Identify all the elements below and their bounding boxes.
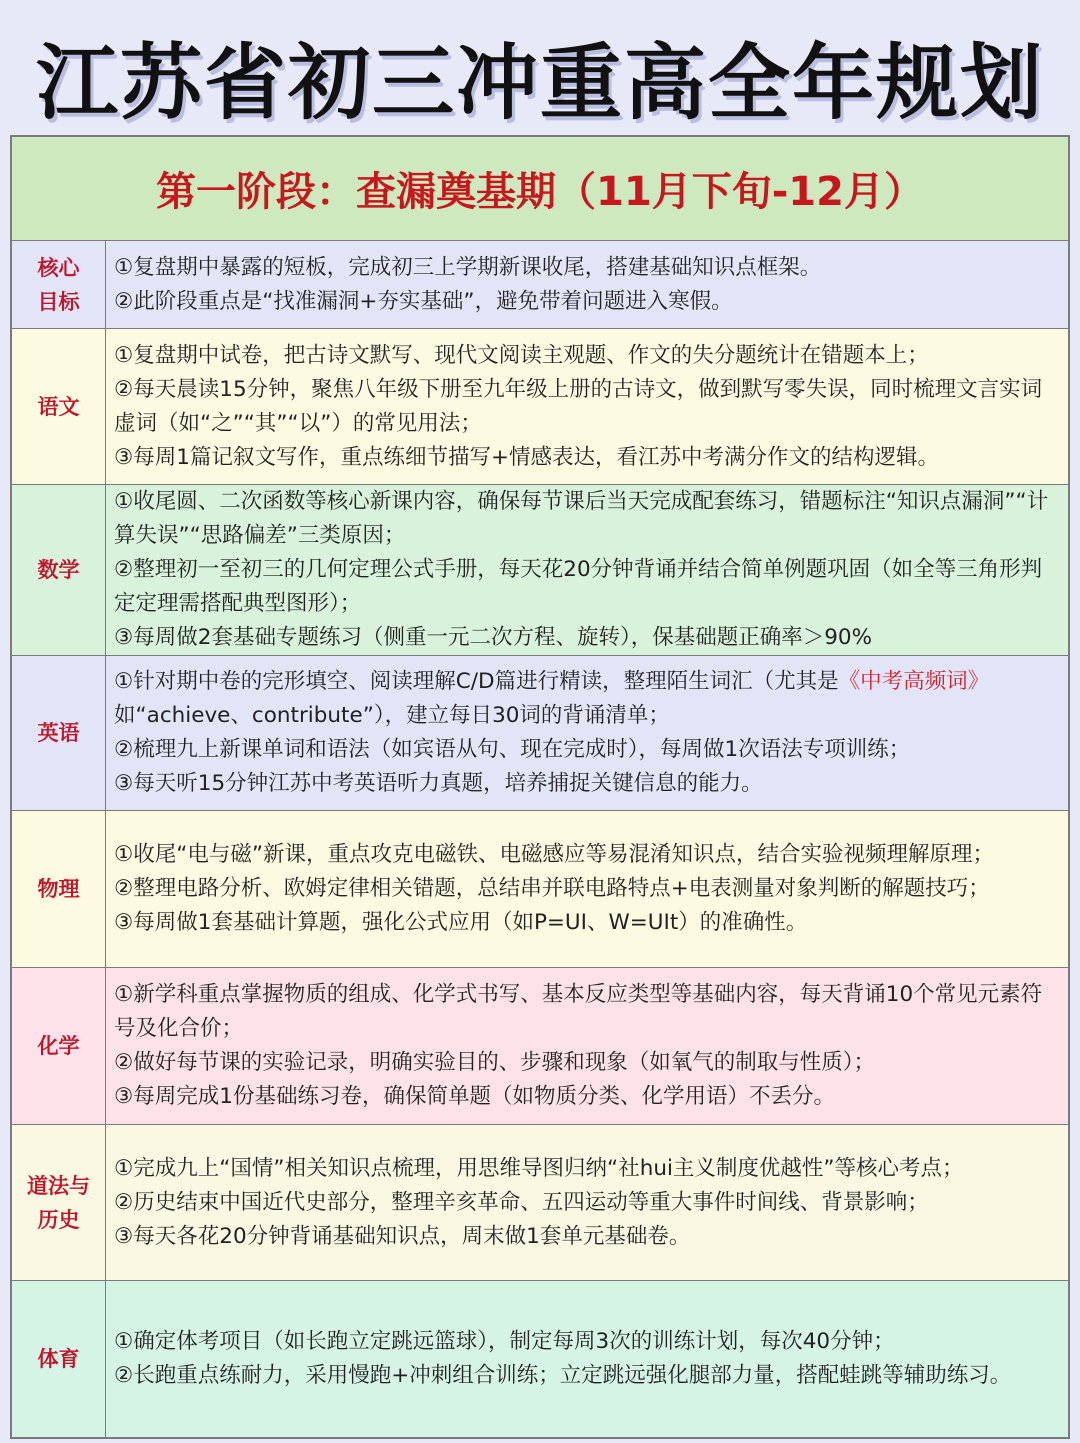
row-label: [12, 241, 106, 328]
row-content: [106, 968, 1068, 1124]
row-content: [106, 1125, 1068, 1280]
list-item: ③每周完成1份基础练习卷，确保简单题（如物质分类、化学用语）不丢分。: [114, 1084, 835, 1109]
list-item: ②梳理九上新课单词和语法（如宾语从句、现在完成时），每周做1次语法专项训练；: [114, 737, 911, 762]
row-content: [106, 485, 1068, 655]
list-item: ③每天各花20分钟背诵基础知识点，周末做1套单元基础卷。: [114, 1223, 691, 1249]
list-item: ③每周做1套基础计算题，强化公式应用（如P=UI、W=UIt）的准确性。: [114, 910, 808, 935]
row-politics-history: [12, 1125, 1068, 1281]
row-physics: [12, 811, 1068, 968]
list-item: ③每周1篇记叙文写作，重点练细节描写+情感表达，看江苏中考满分作文的结构逻辑。: [114, 444, 939, 470]
row-label: 化学: [12, 968, 106, 1124]
plan-table: [10, 135, 1070, 1439]
list-item: ②此阶段重点是“找准漏洞+夯实基础”，避免带着问题进入寒假。: [114, 288, 733, 314]
row-chinese: [12, 329, 1068, 485]
row-math: [12, 485, 1068, 656]
row-label: 英语: [12, 656, 106, 810]
list-item: ①完成九上“国情”相关知识点梳理，用思维导图归纳“社hui主义制度优越性”等核心考点；: [114, 1155, 964, 1181]
item-text: ①针对期中卷的完形填空、阅读理解C/D篇进行精读，整理陌生词汇（尤其是: [114, 669, 839, 694]
row-pe: [12, 1281, 1068, 1437]
row-english: [12, 656, 1068, 811]
list-item: ①复盘期中暴露的短板，完成初三上学期新课收尾，搭建基础知识点框架。: [114, 254, 822, 280]
list-item: ①新学科重点掌握物质的组成、化学式书写、基本反应类型等基础内容，每天背诵10个常见元素符号及化合价；: [114, 982, 1043, 1041]
item-text: 如“achieve、contribute”），建立每日30词的背诵清单；: [114, 703, 670, 728]
list-item: ①确定体考项目（如长跑立定跳远篮球），制定每周3次的训练计划，每次40分钟；: [114, 1329, 895, 1354]
row-label: 物理: [12, 811, 106, 967]
highlight-text: 《中考高频词》: [838, 669, 990, 694]
list-item: ②做好每节课的实验记录，明确实验目的、步骤和现象（如氧气的制取与性质）；: [114, 1050, 876, 1075]
row-content: [106, 811, 1068, 967]
phase-header: 第一阶段：查漏奠基期（11月下旬-12月）: [12, 137, 1068, 241]
label-text: 道法与历史: [27, 1173, 90, 1232]
row-core-goal: [12, 241, 1068, 329]
row-label: 数学: [12, 485, 106, 655]
list-item: ②整理初一至初三的几何定理公式手册，每天花20分钟背诵并结合简单例题巩固（如全等三角形判定定理需搭配典型图形）；: [114, 557, 1043, 616]
list-item: ①收尾“电与磁”新课，重点攻克电磁铁、电磁感应等易混淆知识点，结合实验视频理解原理；: [114, 842, 995, 867]
list-item: ③每周做2套基础专题练习（侧重一元二次方程、旋转），保基础题正确率＞90%: [114, 625, 872, 650]
row-content: [106, 656, 1068, 810]
row-content: [106, 329, 1068, 484]
list-item: ③每天听15分钟江苏中考英语听力真题，培养捕捉关键信息的能力。: [114, 771, 763, 796]
list-item: ②长跑重点练耐力，采用慢跑+冲刺组合训练；立定跳远强化腿部力量，搭配蛙跳等辅助练习。: [114, 1363, 1012, 1388]
list-item: ②每天晨读15分钟，聚焦八年级下册至九年级上册的古诗文，做到默写零失误，同时梳理文言实词虚词（如“之”“其”“以”）的常见用法；: [114, 376, 1043, 436]
label-text: 核心目标: [37, 255, 80, 314]
list-item: [114, 665, 1062, 733]
list-item: ①复盘期中试卷，把古诗文默写、现代文阅读主观题、作文的失分题统计在错题本上；: [114, 342, 929, 368]
list-item: ②整理电路分析、欧姆定律相关错题，总结串并联电路特点+电表测量对象判断的解题技巧；: [114, 876, 990, 901]
page-title: 江苏省初三冲重高全年规划: [35, 36, 1044, 131]
row-label: [12, 1125, 106, 1280]
list-item: ②历史结束中国近代史部分，整理辛亥革命、五四运动等重大事件时间线、背景影响；: [114, 1189, 929, 1215]
row-content: [106, 1281, 1068, 1437]
row-label: 体育: [12, 1281, 106, 1437]
list-item: ①收尾圆、二次函数等核心新课内容，确保每节课后当天完成配套练习，错题标注“知识点漏洞”“计算失误”“思路偏差”三类原因；: [114, 489, 1049, 548]
row-content: [106, 241, 1068, 328]
row-chemistry: [12, 968, 1068, 1125]
row-label: 语文: [12, 329, 106, 484]
